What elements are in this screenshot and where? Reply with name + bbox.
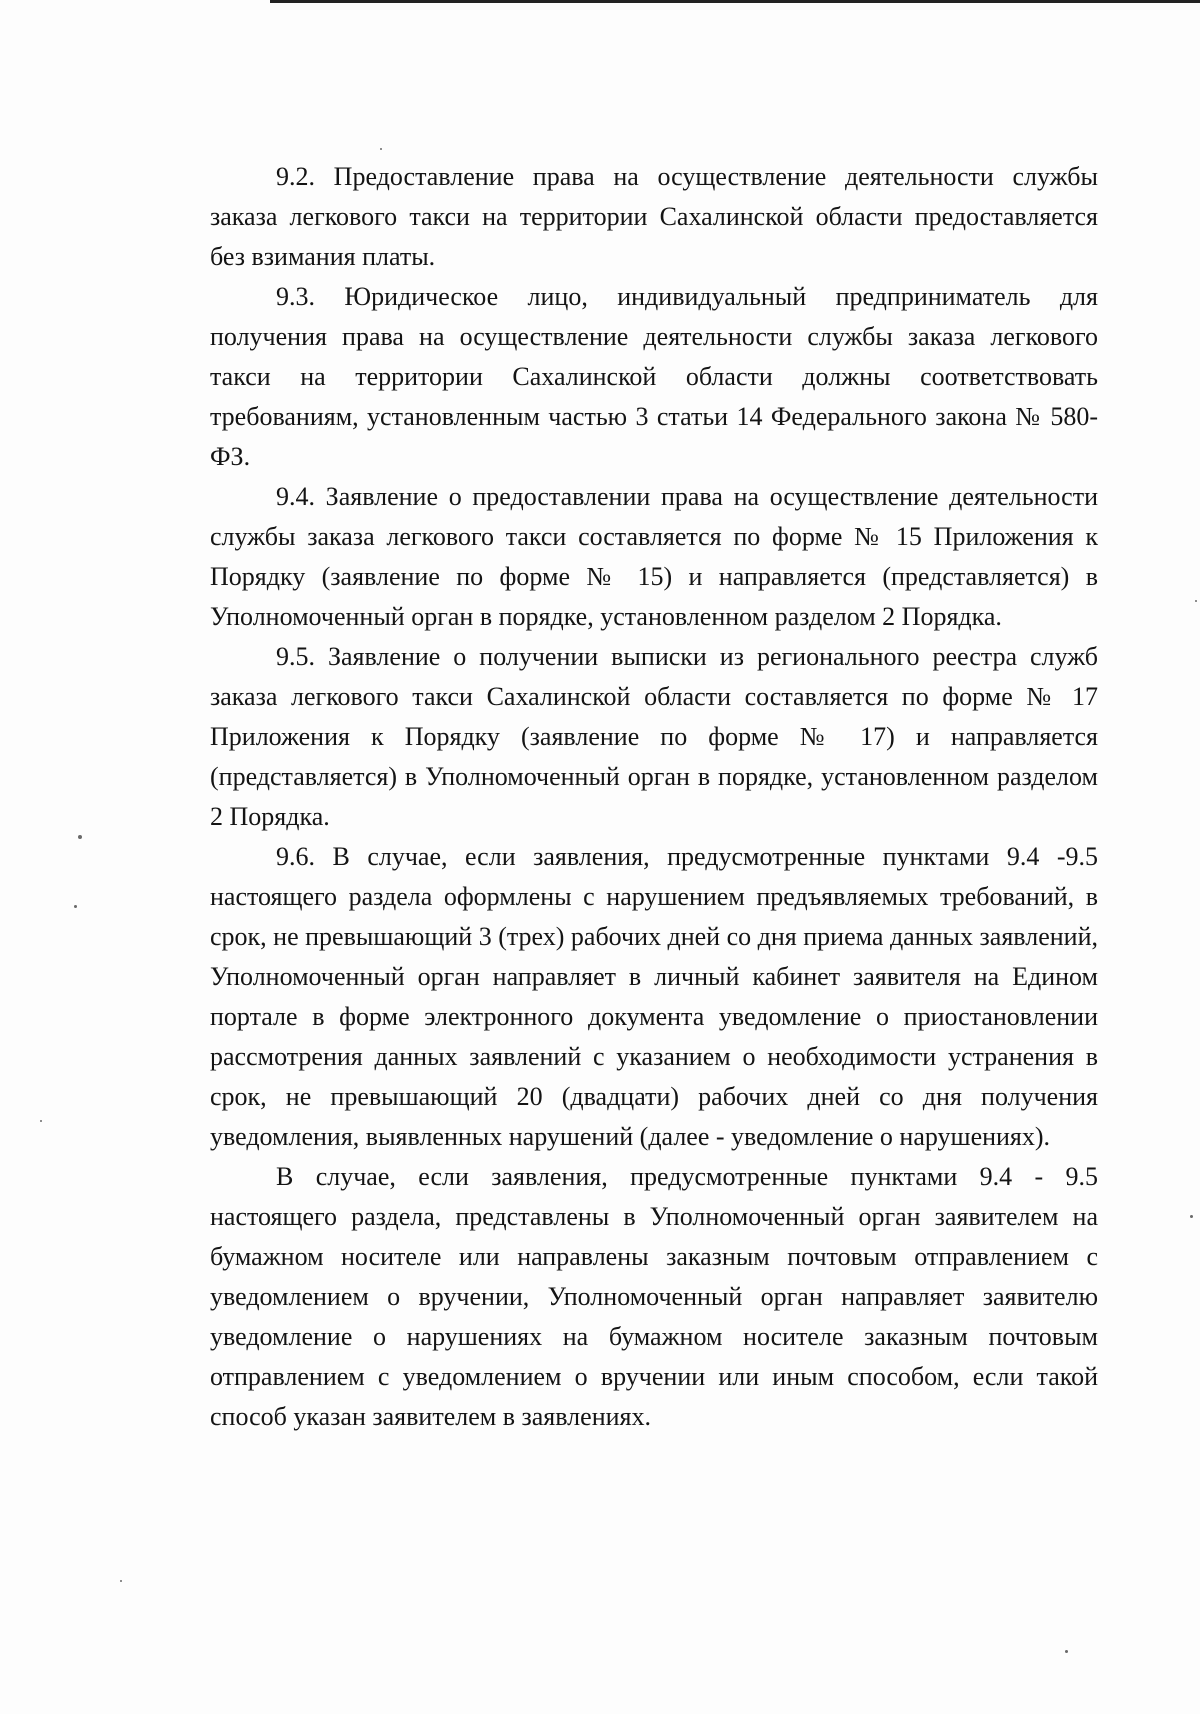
paragraph-9-5: 9.5. Заявление о получении выписки из регионального реестра служб заказа легкового такси Сахалинской области составляется по форме № 17 Приложения к Порядку (заявление по форме № 17) и направляется (представляется) в Уполномоченный орган в порядке, установленном разделом 2 Порядка. (210, 642, 1098, 831)
scan-speck (1190, 1215, 1193, 1218)
paragraph-9-6-continued: В случае, если заявления, предусмотренные пунктами 9.4 - 9.5 настоящего раздела, представлены в Уполномоченный орган заявителем на бумажном носителе или направлены заказным почтовым отправлением с уведомлением о вручении, Уполномоченный орган направляет заявителю уведомление о нарушениях на бумажном носителе заказным почтовым отправлением с уведомлением о вручении или иным способом, если такой способ указан заявителем в заявлениях. (210, 1162, 1098, 1431)
paragraph-9-2: 9.2. Предоставление права на осуществление деятельности службы заказа легкового такси на территории Сахалинской области предоставляется без взимания платы. (210, 162, 1098, 271)
scan-speck (1065, 1650, 1068, 1653)
paragraph-9-6: 9.6. В случае, если заявления, предусмотренные пунктами 9.4 -9.5 настоящего раздела оформлены с нарушением предъявляемых требований, в срок, не превышающий 3 (трех) рабочих дней со дня приема данных заявлений, Уполномоченный орган направляет в личный кабинет заявителя на Едином портале в форме электронного документа уведомление о приостановлении рассмотрения данных заявлений с указанием о необходимости устранения в срок, не превышающий 20 (двадцати) рабочих дней со дня получения уведомления, выявленных нарушений (далее - уведомление о нарушениях). (210, 842, 1098, 1151)
scan-speck (1195, 600, 1197, 602)
scan-speck (78, 835, 82, 839)
scan-speck (120, 1580, 122, 1582)
paragraph-9-3: 9.3. Юридическое лицо, индивидуальный предприниматель для получения права на осуществление деятельности службы заказа легкового такси на территории Сахалинской области должны соответствовать требованиям, установленным частью 3 статьи 14 Федерального закона № 580-ФЗ. (210, 282, 1098, 471)
document-body (210, 157, 1098, 1437)
scan-speck (40, 1120, 42, 1122)
scan-speck (74, 905, 77, 908)
scan-speck (380, 148, 382, 150)
top-edge-line (270, 0, 1200, 3)
paragraph-9-4: 9.4. Заявление о предоставлении права на осуществление деятельности службы заказа легкового такси составляется по форме № 15 Приложения к Порядку (заявление по форме № 15) и направляется (представляется) в Уполномоченный орган в порядке, установленном разделом 2 Порядка. (210, 482, 1098, 631)
